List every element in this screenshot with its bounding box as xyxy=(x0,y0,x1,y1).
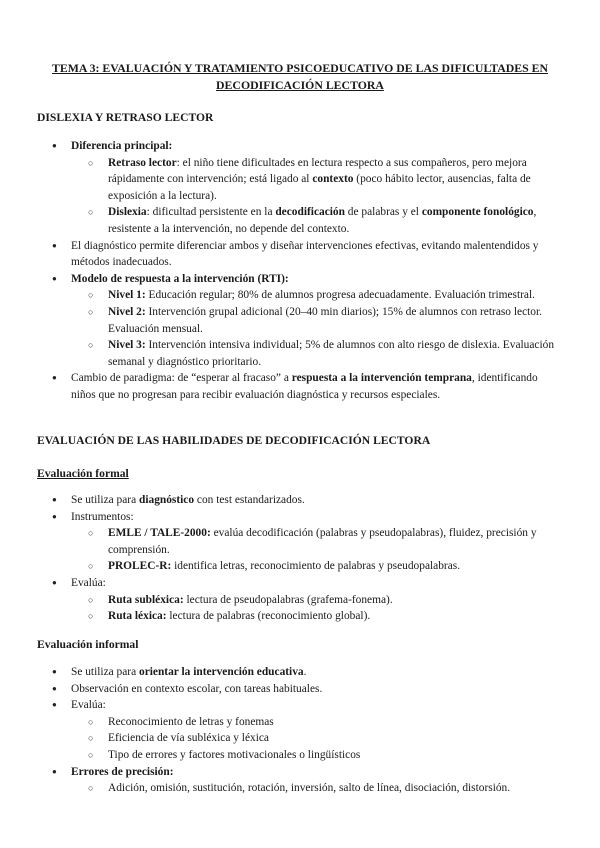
rti-label: Modelo de respuesta a la intervención (RTI): xyxy=(71,272,289,285)
list-item-nivel-2 xyxy=(0,304,600,337)
paradigma-text-1: Cambio de paradigma: de “esperar al fracaso” a xyxy=(71,372,292,385)
list-item-retraso xyxy=(0,155,600,205)
formal-uso-bold: diagnóstico xyxy=(139,494,195,506)
subheading-formal: Evaluación formal xyxy=(37,467,129,480)
dislexia-label: Dislexia xyxy=(108,206,147,219)
ruta-sublexica-text: lectura de pseudopalabras (grafema-fonema). xyxy=(183,593,393,606)
list-item-dislexia xyxy=(0,204,600,237)
emle-label: EMLE / TALE-2000: xyxy=(108,527,211,540)
emle-text: evalúa decodificación (palabras y pseudopalabras), fluidez, precisión y comprensión. xyxy=(108,527,537,556)
list-item-nivel-1 xyxy=(0,287,600,304)
nivel-1-label: Nivel 1: xyxy=(108,289,146,302)
dislexia-bold-1: decodificación xyxy=(275,206,345,219)
formal-uso-text-2: con test estandarizados. xyxy=(194,494,305,506)
nivel-3-label: Nivel 3: xyxy=(108,339,146,352)
title-line-2: DECODIFICACIÓN LECTORA xyxy=(216,78,384,92)
list-item-formal-evalua: ● Evalúa: xyxy=(0,575,600,592)
prolec-text: identifica letras, reconocimiento de palabras y pseudopalabras. xyxy=(171,560,461,573)
retraso-text-1: : el niño tiene dificultades en lectura respecto a sus compañeros, pero mejora rápidamente con intervención; está ligado al xyxy=(108,156,527,186)
list-item-errores-precision xyxy=(0,764,600,781)
page-title xyxy=(40,60,560,94)
formal-list xyxy=(0,492,600,625)
list-item-emle xyxy=(0,525,600,558)
list-item-prolec xyxy=(0,558,600,575)
list-item-diferencia xyxy=(0,138,600,155)
list-item-ruta-lexica xyxy=(0,608,600,625)
list-item-nivel-3 xyxy=(0,337,600,370)
list-item-diagnostico: ● El diagnóstico permite diferenciar ambos y diseñar intervenciones efectivas, evitando malentendidos y métodos inadecuados. xyxy=(0,238,600,271)
list-item-instrumentos: ● Instrumentos: xyxy=(0,509,600,526)
nivel-2-label: Nivel 2: xyxy=(108,305,146,318)
list-item-informal-uso xyxy=(0,664,600,681)
list-item-paradigma xyxy=(0,370,600,403)
list-item-informal-evalua: ● Evalúa: xyxy=(0,697,600,714)
section-heading-evaluacion: EVALUACIÓN DE LAS HABILIDADES DE DECODIFICACIÓN LECTORA xyxy=(37,434,431,447)
ruta-lexica-label: Ruta léxica: xyxy=(108,610,167,623)
list-item-observacion: ● Observación en contexto escolar, con tareas habituales. xyxy=(0,681,600,698)
list-item-rti xyxy=(0,271,600,288)
dislexia-text-3: , resistente a la intervención, no depende del contexto. xyxy=(108,206,537,235)
dislexia-bold-2: componente fonológico xyxy=(421,206,534,219)
informal-list xyxy=(0,664,600,797)
retraso-label: Retraso lector xyxy=(108,156,177,169)
informal-uso-bold: orientar la intervención educativa xyxy=(139,666,304,678)
list-item-eficiencia: ○ Eficiencia de vía subléxica y léxica xyxy=(0,730,600,747)
dislexia-text-1: : dificultad persistente en la xyxy=(146,206,276,219)
dislexia-text-2: de palabras y el xyxy=(344,206,422,219)
informal-uso-text-1: Se utiliza para xyxy=(71,666,139,678)
paradigma-text-2: , identificando niños que no progresan para recibir evaluación diagnóstica y recursos especiales. xyxy=(71,372,538,401)
paradigma-bold: respuesta a la intervención temprana xyxy=(291,372,472,385)
retraso-text-2: (poco hábito lector, ausencias, falta de exposición a la lectura). xyxy=(108,173,531,202)
title-line-1: TEMA 3: EVALUACIÓN Y TRATAMIENTO PSICOEDUCATIVO DE LAS DIFICULTADES EN xyxy=(51,61,549,75)
nivel-2-text: Intervención grupal adicional (20–40 min diarios); 15% de alumnos con retraso lector. Evaluación mensual. xyxy=(108,305,542,335)
nivel-1-text: Educación regular; 80% de alumnos progresa adecuadamente. Evaluación trimestral. xyxy=(145,289,535,302)
diferencia-label: Diferencia principal: xyxy=(71,140,173,152)
section-heading-dislexia: DISLEXIA Y RETRASO LECTOR xyxy=(37,111,214,124)
list-item-ruta-sublexica xyxy=(0,592,600,609)
formal-uso-text-1: Se utiliza para xyxy=(71,494,139,506)
ruta-lexica-text: lectura de palabras (reconocimiento global). xyxy=(166,610,371,623)
ruta-sublexica-label: Ruta subléxica: xyxy=(108,593,184,606)
errores-precision-label: Errores de precisión: xyxy=(71,765,174,778)
dislexia-list xyxy=(0,138,600,404)
list-item-reconocimiento: ○ Reconocimiento de letras y fonemas xyxy=(0,714,600,731)
list-item-tipo-errores: ○ Tipo de errores y factores motivacionales o lingüísticos xyxy=(0,747,600,764)
list-item-formal-uso xyxy=(0,492,600,509)
list-item-errores-tipos: ○ Adición, omisión, sustitución, rotación, inversión, salto de línea, disociación, distorsión. xyxy=(0,780,600,797)
prolec-label: PROLEC-R: xyxy=(108,560,172,573)
nivel-3-text: Intervención intensiva individual; 5% de alumnos con alto riesgo de dislexia. Evaluación semanal y diagnóstico prioritario. xyxy=(108,339,555,368)
informal-uso-text-2: . xyxy=(303,666,307,678)
retraso-bold: contexto xyxy=(312,173,354,186)
subheading-informal: Evaluación informal xyxy=(37,638,139,651)
